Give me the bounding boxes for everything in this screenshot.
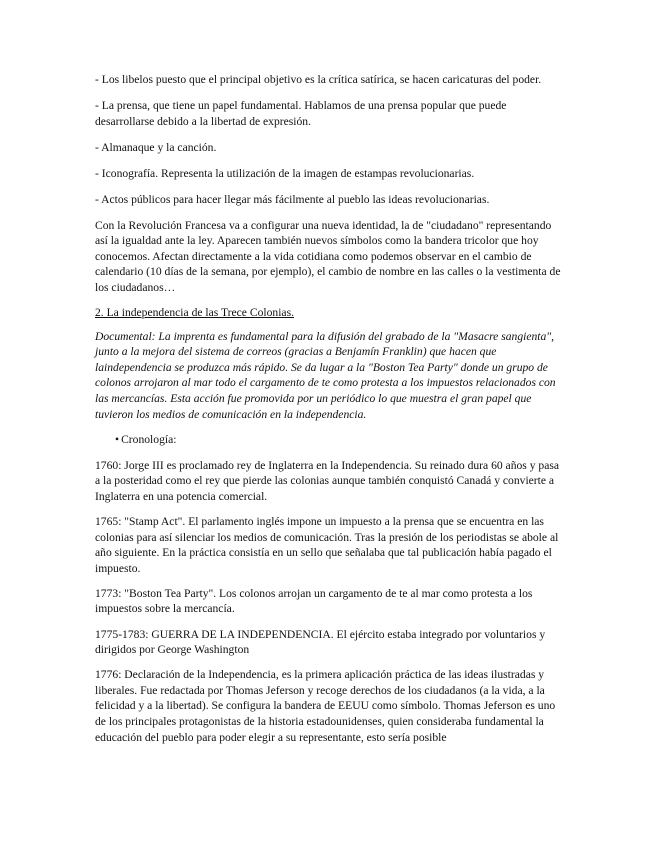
section-heading: 2. La independencia de las Trece Colonias.: [95, 305, 294, 319]
chronology-label: [95, 432, 563, 448]
list-item-libelos: - Los libelos puesto que el principal objetivo es la crítica satírica, se hacen caricaturas del poder.: [95, 73, 542, 86]
chronology-label-text: Cronología:: [121, 433, 177, 447]
chronology-list: [95, 458, 563, 746]
chronology-entry-1760: 1760: Jorge III es proclamado rey de Inglaterra en la Independencia. Su reinado dura 60 años y pasa a la posteridad como el rey que pierde las colonias aunque también conquistó Canadá y convierte a Inglaterra en una potencia comercial.: [95, 458, 560, 503]
chronology-entry-1775-1783: 1775-1783: GUERRA DE LA INDEPENDENCIA. El ejército estaba integrado por voluntarios y dirigidos por George Washington: [95, 627, 546, 657]
chronology-entry-1765: 1765: "Stamp Act". El parlamento inglés impone un impuesto a la prensa que se encuentra en las colonias para así silenciar los medios de comunicación. Tras la presión de los periodistas se abole al año siguiente. En la práctica consistía en un sello que señalaba que tal publicación había pagado el impuesto.: [95, 515, 559, 575]
list-item-actos-publicos: - Actos públicos para hacer llegar más fácilmente al pueblo las ideas revolucionarias.: [95, 192, 490, 206]
list-item-prensa: - La prensa, que tiene un papel fundamental. Hablamos de una prensa popular que puede desarrollarse debido a la libertad de expresión.: [95, 98, 507, 128]
documental-note: Documental: La imprenta es fundamental para la difusión del grabado de la "Masacre sangienta", junto a la mejora del sistema de correos (gracias a Benjamín Franklin) que hacen que laindependencia se produzca más rápido. Se da lugar a la "Boston Tea Party" donde un grupo de colonos arrojaron al mar todo el cargamento de te como protesta a los impuestos relacionados con las mercancías. Esta acción fue promovida por un periódico lo que muestra el gran papel que tuvieron los medios de comunicación en la independencia.: [95, 329, 556, 421]
chronology-entry-1773: 1773: "Boston Tea Party". Los colonos arrojan un cargamento de te al mar como protesta a los impuestos sobre la mercancía.: [95, 586, 533, 616]
revolution-paragraph: Con la Revolución Francesa va a configurar una nueva identidad, la de "ciudadano" representando así la igualdad ante la ley. Aparecen también nuevos símbolos como la bandera tricolor que hoy conocemos. Afectan directamente a la vida cotidiana como podemos observar en el cambio de calendario (10 días de la semana, por ejemplo), el cambio de nombre en las calles o la vestimenta de los ciudadanos…: [95, 218, 561, 294]
chronology-entry-1776: 1776: Declaración de la Independencia, es la primera aplicación práctica de las ideas ilustradas y liberales. Fue redactada por Thomas Jeferson y recoge derechos de los ciudadanos (a la vida, a la felicidad y a la libertad). Se configura la bandera de EEUU como símbolo. Thomas Jeferson es uno de los principales protagonistas de la historia estadounidenses, quien consideraba fundamental la educación del pueblo para poder elegir a su representante, esto sería posible: [95, 668, 556, 744]
list-item-almanaque: - Almanaque y la canción.: [95, 140, 217, 154]
list-item-iconografia: - Iconografía. Representa la utilización de la imagen de estampas revolucionarias.: [95, 166, 475, 180]
bullet-icon: •: [115, 433, 120, 447]
media-list: [95, 72, 563, 207]
